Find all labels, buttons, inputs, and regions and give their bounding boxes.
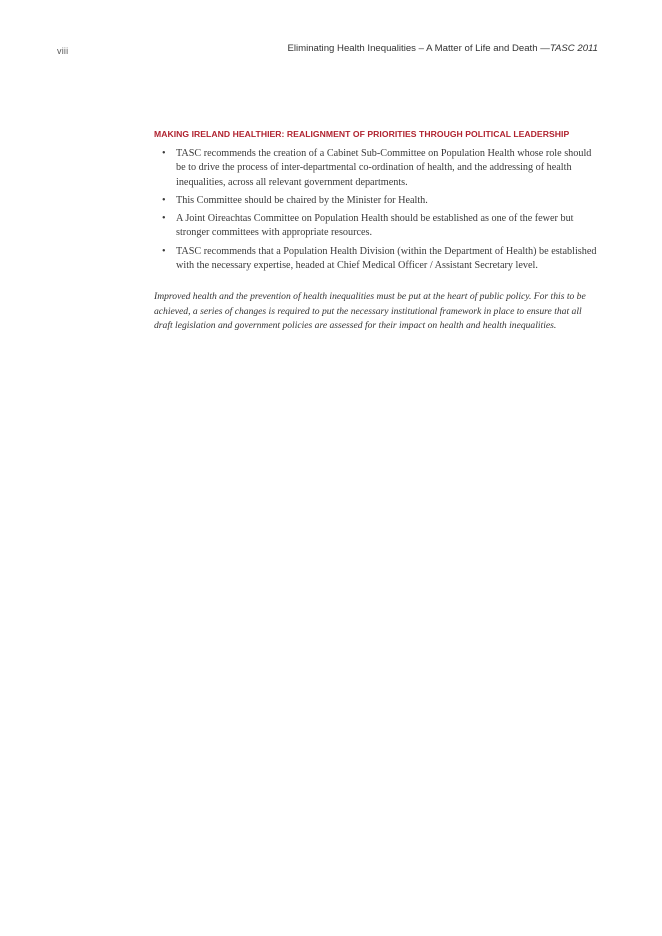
- list-item: [154, 212, 600, 241]
- list-item: [154, 147, 600, 190]
- list-item: [154, 245, 600, 274]
- list-item-text: TASC recommends that a Population Health Division (within the Department of Health) be established with the necessary expertise, headed at Chief Medical Officer / Assistant Secretary level.: [176, 245, 597, 272]
- list-item-text: This Committee should be chaired by the Minister for Health.: [176, 194, 428, 206]
- section-heading: MAKING IRELAND HEALTHIER: REALIGNMENT OF PRIORITIES THROUGH POLITICAL LEADERSHIP: [154, 129, 570, 139]
- list-item-text: TASC recommends the creation of a Cabinet Sub-Committee on Population Health whose role should be to drive the process of inter-departmental co-ordination of health, and the addressing of health inequalities, across all relevant government departments.: [176, 148, 592, 188]
- summary-paragraph: Improved health and the prevention of health inequalities must be put at the heart of public policy. For this to be achieved, a series of changes is required to put the necessary institutional framework in place to ensure that all draft legislation and government policies are assessed for their impact on health and health inequalities.: [154, 291, 586, 331]
- running-header-source: TASC 2011: [549, 43, 598, 54]
- bullet-icon: •: [162, 245, 166, 257]
- bullet-icon: •: [162, 194, 166, 206]
- running-header: [287, 43, 598, 54]
- running-header-title: Eliminating Health Inequalities – A Matter of Life and Death: [287, 43, 538, 54]
- list-item-text: A Joint Oireachtas Committee on Population Health should be established as one of the fewer but stronger committees with appropriate resources.: [176, 213, 574, 239]
- recommendations-section: [154, 129, 600, 343]
- page-number: viii: [57, 46, 69, 56]
- running-header-separator: —: [537, 43, 550, 54]
- list-item: [154, 194, 600, 208]
- bullet-icon: •: [162, 148, 166, 159]
- bullet-icon: •: [162, 213, 166, 225]
- recommendations-list: [154, 147, 600, 273]
